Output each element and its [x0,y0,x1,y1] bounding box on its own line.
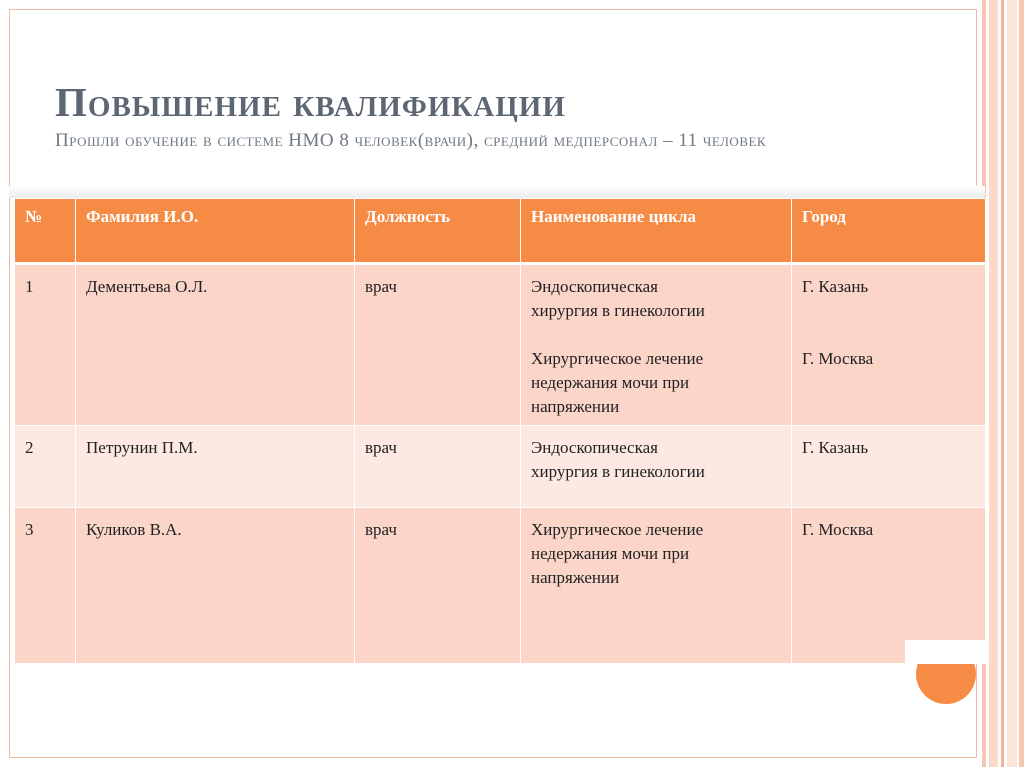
cell-city [792,264,986,426]
cycle-line: хирургия в гинекологии [531,462,705,481]
table-row [15,508,986,664]
city-line: Г. Казань [802,277,869,296]
cycle-line: хирургия в гинекологии [531,301,705,320]
table-header-row [15,199,986,264]
city-line: Г. Казань [802,438,869,457]
cell-number: 2 [15,426,76,508]
cycle-line: недержания мочи при [531,373,690,392]
cycle-line: напряжении [531,568,620,587]
cell-name: Дементьева О.Л. [76,264,355,426]
cell-position: врач [355,426,521,508]
decorative-stripe [1019,0,1024,767]
city-line: Г. Москва [802,520,874,539]
cell-number: 1 [15,264,76,426]
cycle-line: Хирургическое лечение [531,520,704,539]
training-table [14,198,986,664]
cell-city [792,426,986,508]
slide-subtitle: Прошли обучение в системе НМО 8 человек(врачи), средний медперсонал – 11 человек [55,130,767,151]
cell-name: Куликов В.А. [76,508,355,664]
cell-cycle [521,426,792,508]
cell-position: врач [355,508,521,664]
decorative-stripe [1007,0,1017,767]
title-area [55,78,955,153]
cycle-line: Хирургическое лечение [531,349,704,368]
decorative-stripe [1001,0,1004,767]
cycle-line: Эндоскопическая [531,438,658,457]
header-shadow [9,186,985,198]
cell-cycle [521,264,792,426]
slide-title: Повышение квалификации [55,79,566,125]
cell-position: врач [355,264,521,426]
table-row [15,264,986,426]
cell-number: 3 [15,508,76,664]
circle-mask [905,640,985,664]
column-header-city: Город [792,199,986,264]
city-line: Г. Москва [802,349,874,368]
column-header-position: Должность [355,199,521,264]
column-header-cycle: Наименование цикла [521,199,792,264]
cycle-line: напряжении [531,397,620,416]
column-header-number: № [15,199,76,264]
table-row [15,426,986,508]
cycle-line: недержания мочи при [531,544,690,563]
column-header-name: Фамилия И.О. [76,199,355,264]
decorative-stripe [989,0,998,767]
cycle-line: Эндоскопическая [531,277,658,296]
cell-cycle [521,508,792,664]
cell-name: Петрунин П.М. [76,426,355,508]
